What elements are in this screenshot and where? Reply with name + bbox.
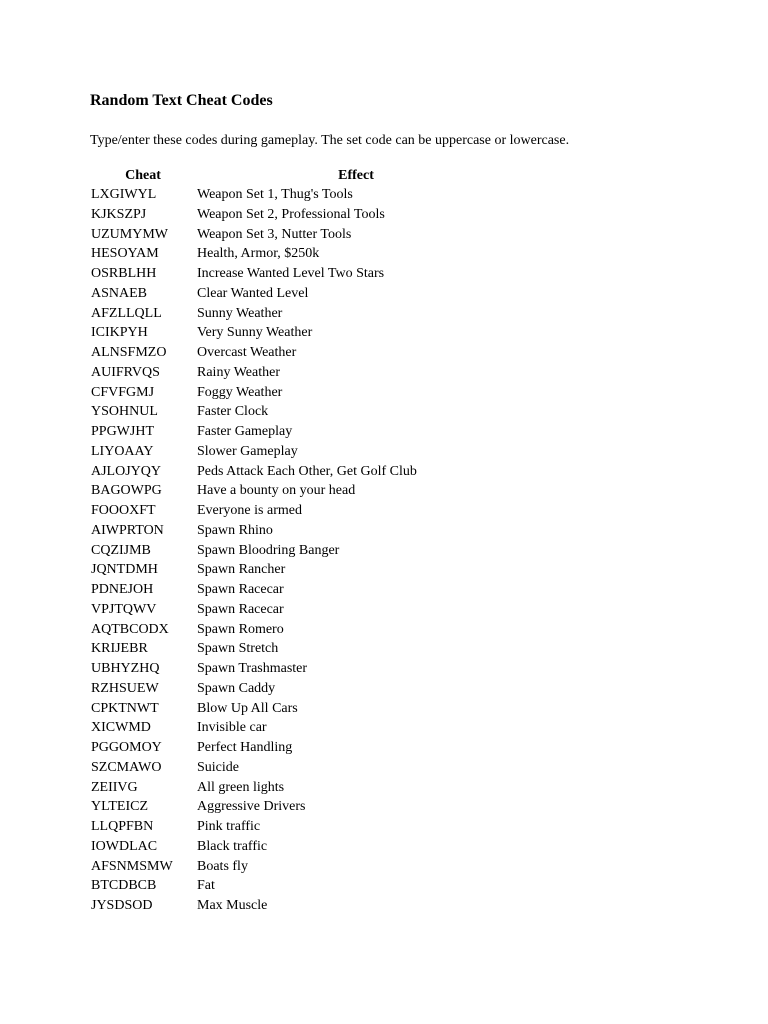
effect-cell: Aggressive Drivers: [197, 799, 306, 815]
cheat-code-cell: PPGWJHT: [91, 424, 155, 439]
cheat-code-cell: FOOOXFT: [91, 503, 156, 518]
effect-cell: Increase Wanted Level Two Stars: [197, 266, 385, 281]
effect-cell: Weapon Set 2, Professional Tools: [197, 206, 385, 222]
cheat-code-cell: RZHSUEW: [91, 680, 159, 696]
column-header-effect: Effect: [338, 168, 374, 183]
effect-cell: Weapon Set 1, Thug's Tools: [197, 187, 353, 202]
table-row: [90, 306, 510, 326]
cheat-code-cell: JQNTDMH: [91, 562, 158, 578]
effect-cell: Peds Attack Each Other, Get Golf Club: [197, 463, 417, 479]
table-row: [90, 286, 510, 306]
effect-cell: Sunny Weather: [197, 305, 283, 321]
table-row: [90, 207, 510, 227]
cheat-code-cell: KRIJEBR: [91, 641, 148, 657]
table-row: [90, 859, 510, 879]
effect-cell: Spawn Romero: [197, 621, 284, 637]
table-row: [90, 878, 510, 898]
cheat-code-cell: UBHYZHQ: [91, 661, 160, 676]
effect-cell: Pink traffic: [197, 819, 261, 834]
effect-cell: Spawn Trashmaster: [197, 661, 308, 676]
effect-cell: Clear Wanted Level: [197, 285, 309, 301]
effect-cell: Everyone is armed: [197, 503, 302, 518]
table-row: [90, 740, 510, 760]
table-row: [90, 819, 510, 839]
table-row: [90, 562, 510, 582]
table-row: [90, 641, 510, 661]
cheat-code-cell: KJKSZPJ: [91, 206, 147, 222]
effect-cell: Max Muscle: [197, 898, 268, 913]
table-row: [90, 227, 510, 247]
effect-cell: Spawn Rancher: [197, 562, 286, 578]
cheat-code-cell: AJLOJYQY: [91, 463, 161, 479]
table-row: [90, 780, 510, 800]
cheat-code-cell: AUIFRVQS: [91, 364, 160, 380]
cheat-code-cell: LLQPFBN: [91, 819, 154, 834]
effect-cell: Perfect Handling: [197, 740, 293, 755]
cheat-code-cell: HESOYAM: [91, 246, 159, 262]
table-row: [90, 365, 510, 385]
effect-cell: Spawn Racecar: [197, 582, 284, 597]
table-row: [90, 404, 510, 424]
effect-cell: Black traffic: [197, 838, 268, 854]
table-row: [90, 345, 510, 365]
column-header-cheat: Cheat: [125, 168, 161, 183]
effect-cell: Very Sunny Weather: [197, 325, 313, 341]
table-row: [90, 424, 510, 444]
cheat-code-cell: JYSDSOD: [91, 898, 153, 913]
table-row: [90, 187, 510, 207]
cheat-code-cell: XICWMD: [91, 720, 151, 736]
cheat-code-cell: OSRBLHH: [91, 266, 157, 281]
effect-cell: Faster Clock: [197, 404, 269, 420]
table-row: [90, 839, 510, 859]
cheat-code-cell: PGGOMOY: [91, 740, 162, 755]
effect-cell: Spawn Caddy: [197, 680, 276, 696]
table-row: [90, 543, 510, 563]
cheat-code-cell: IOWDLAC: [91, 838, 158, 854]
table-row: [90, 661, 510, 681]
table-row: [90, 760, 510, 780]
cheat-code-cell: LXGIWYL: [91, 187, 157, 202]
cheat-code-cell: AFZLLQLL: [91, 305, 162, 321]
cheat-code-cell: AFSNMSMW: [91, 858, 173, 874]
table-row: [90, 602, 510, 622]
effect-cell: Spawn Racecar: [197, 601, 284, 617]
table-row: [90, 483, 510, 503]
cheat-code-cell: ALNSFMZO: [91, 345, 167, 360]
document-title: Random Text Cheat Codes: [90, 92, 273, 109]
effect-cell: Fat: [197, 878, 215, 894]
cheat-code-cell: AQTBCODX: [91, 621, 169, 637]
effect-cell: Have a bounty on your head: [197, 483, 356, 499]
table-row: [90, 799, 510, 819]
table-row: [90, 701, 510, 721]
effect-cell: Health, Armor, $250k: [197, 246, 320, 262]
cheat-code-cell: YSOHNUL: [91, 404, 158, 420]
table-row: [90, 720, 510, 740]
table-row: [90, 503, 510, 523]
table-row: [90, 246, 510, 266]
cheat-code-cell: LIYOAAY: [91, 443, 154, 459]
effect-cell: Blow Up All Cars: [197, 700, 298, 716]
table-row: [90, 898, 510, 918]
cheat-code-cell: CPKTNWT: [91, 700, 159, 716]
intro-paragraph: Type/enter these codes during gameplay. The set code can be uppercase or lowercase.: [90, 133, 570, 148]
effect-cell: Rainy Weather: [197, 364, 280, 380]
effect-cell: Spawn Stretch: [197, 641, 279, 657]
cheat-code-cell: YLTEICZ: [91, 799, 149, 815]
cheat-code-cell: AIWPRTON: [91, 522, 164, 538]
table-row: [90, 681, 510, 701]
effect-cell: Slower Gameplay: [197, 443, 298, 459]
effect-cell: All green lights: [197, 779, 285, 795]
cheat-code-cell: BAGOWPG: [91, 483, 162, 499]
cheat-code-cell: ZEIIVG: [91, 779, 138, 795]
table-row: [90, 464, 510, 484]
effect-cell: Faster Gameplay: [197, 424, 293, 439]
effect-cell: Spawn Rhino: [197, 522, 273, 538]
effect-cell: Boats fly: [197, 858, 248, 874]
table-row: [90, 325, 510, 345]
effect-cell: Overcast Weather: [197, 345, 297, 360]
table-header-row: [90, 168, 510, 187]
cheat-code-cell: SZCMAWO: [91, 759, 162, 775]
table-row: [90, 582, 510, 602]
table-row: [90, 266, 510, 286]
table-row: [90, 622, 510, 642]
cheat-code-cell: CQZIJMB: [91, 542, 151, 558]
table-body: [90, 187, 510, 918]
cheat-code-cell: BTCDBCB: [91, 878, 157, 894]
cheat-table: [90, 168, 510, 918]
cheat-code-cell: VPJTQWV: [91, 601, 157, 617]
table-row: [90, 385, 510, 405]
cheat-code-cell: UZUMYMW: [91, 226, 168, 242]
effect-cell: Suicide: [197, 759, 239, 775]
cheat-code-cell: PDNEJOH: [91, 582, 154, 597]
cheat-code-cell: ASNAEB: [91, 285, 148, 301]
table-row: [90, 444, 510, 464]
cheat-code-cell: CFVFGMJ: [91, 384, 155, 400]
effect-cell: Invisible car: [197, 720, 267, 736]
effect-cell: Foggy Weather: [197, 384, 283, 400]
effect-cell: Weapon Set 3, Nutter Tools: [197, 226, 352, 242]
effect-cell: Spawn Bloodring Banger: [197, 542, 340, 558]
table-row: [90, 523, 510, 543]
cheat-code-cell: ICIKPYH: [91, 325, 148, 341]
